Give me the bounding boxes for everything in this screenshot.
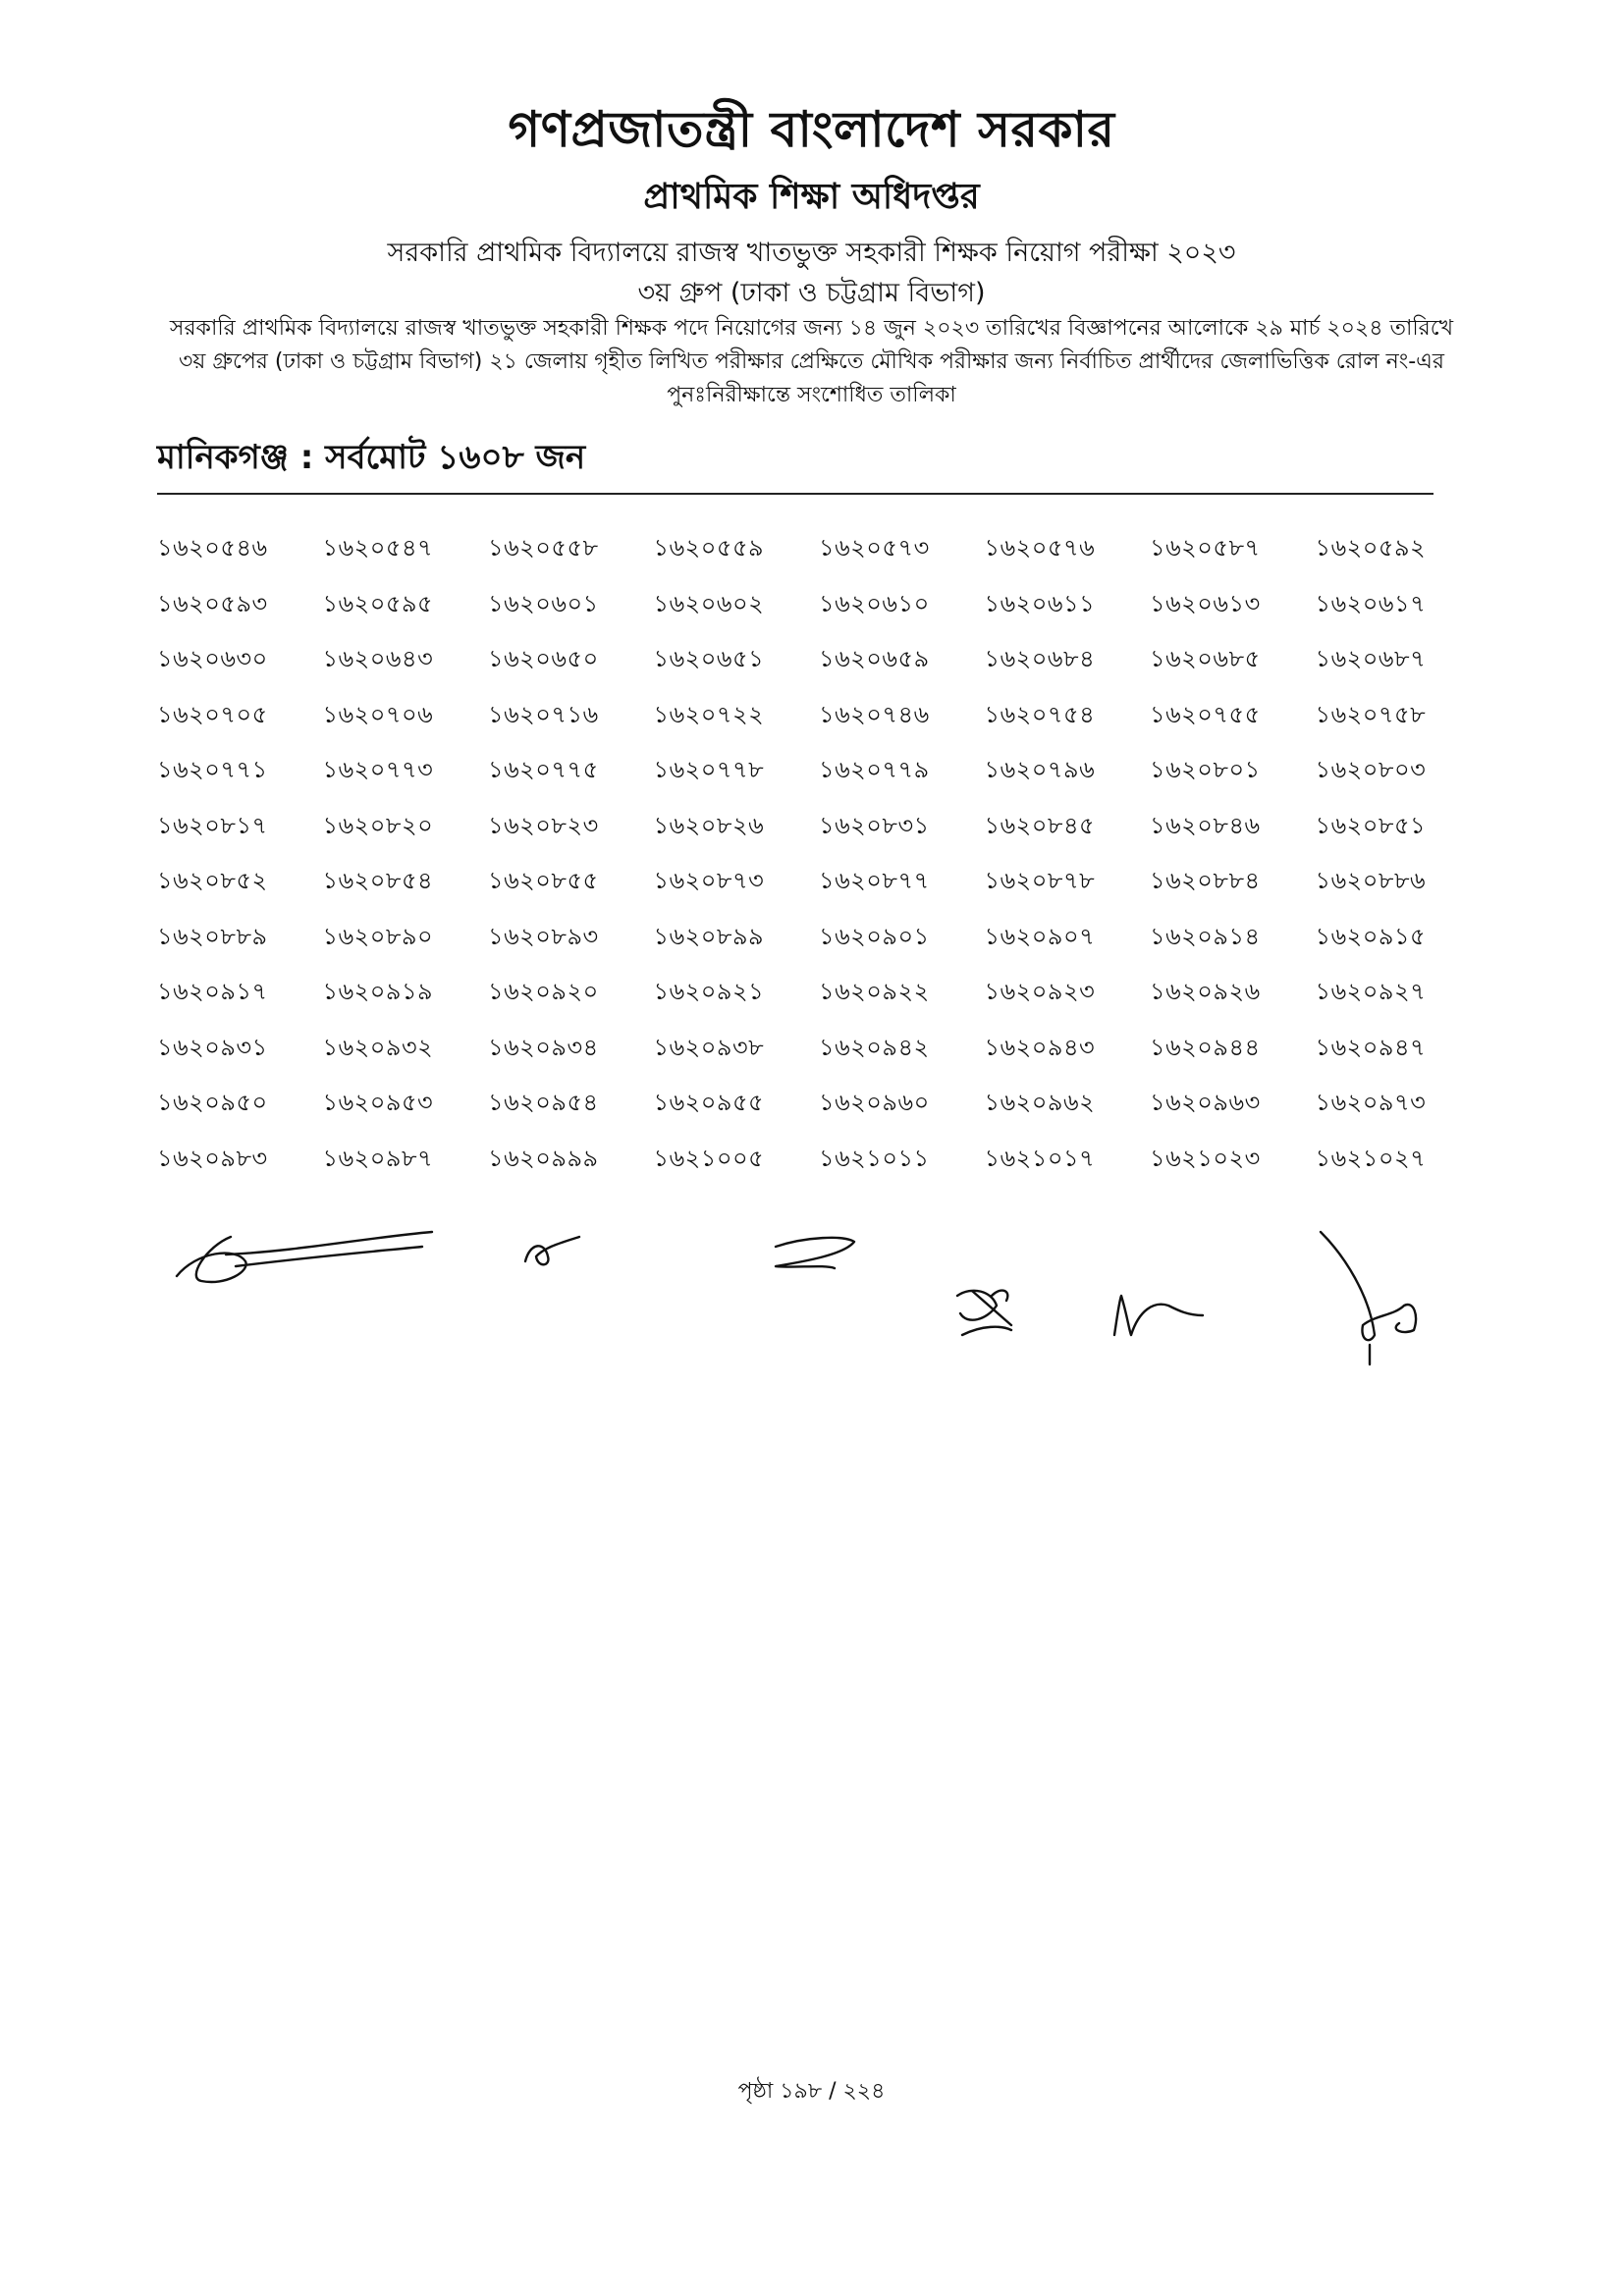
exam-title: সরকারি প্রাথমিক বিদ্যালয়ে রাজস্ব খাতভুক্ত সহকারী শিক্ষক নিয়োগ পরীক্ষা ২০২৩	[387, 238, 1236, 268]
roll-number: ১৬২০৭৪৬	[819, 700, 930, 728]
roll-number: ১৬২০৯৯৯	[488, 1144, 599, 1172]
roll-number: ১৬২০৮৫৪	[322, 867, 434, 894]
roll-number: ১৬২১০১৭	[984, 1144, 1096, 1172]
notice-description: সরকারি প্রাথমিক বিদ্যালয়ে রাজস্ব খাতভুক্ত সহকারী শিক্ষক পদে নিয়োগের জন্য ১৪ জুন ২০২৩ তারিখের বিজ্ঞাপনের আলোকে ২৯ মার্চ ২০২৪ তারিখে ৩য় গ্রুপের (ঢাকা ও চট্টগ্রাম বিভাগ) ২১ জেলায় গৃহীত লিখিত পরীক্ষার প্রেক্ষিতে মৌখিক পরীক্ষার জন্য নির্বাচিত প্রার্থীদের জেলাভিত্তিক রোল নং-এর পুনঃনিরীক্ষান্তে সংশোধিত তালিকা	[169, 316, 1454, 407]
roll-number-grid	[157, 530, 1453, 1196]
roll-number: ১৬২০৯৩১	[157, 1033, 268, 1061]
roll-number: ১৬২০৬১১	[984, 589, 1096, 617]
page-number: পৃষ্ঠা ১৯৮ / ২২৪	[737, 2079, 886, 2104]
roll-number: ১৬২০৯২৩	[984, 978, 1096, 1005]
roll-number: ১৬২০৮২০	[322, 811, 434, 839]
roll-number: ১৬২০৯৬৩	[1150, 1089, 1261, 1116]
roll-number: ১৬২০৮৯০	[322, 922, 434, 950]
roll-number: ১৬২০৭৭৯	[819, 756, 930, 783]
roll-number: ১৬২০৭৯৬	[984, 756, 1096, 783]
roll-number: ১৬২০৯৬২	[984, 1089, 1096, 1116]
roll-number: ১৬২০৮৮৬	[1315, 867, 1427, 894]
roll-number: ১৬২০৮৩১	[819, 811, 930, 839]
roll-number: ১৬২১০১১	[819, 1144, 930, 1172]
government-title: গণপ্রজাতন্ত্রী বাংলাদেশ সরকার	[508, 101, 1115, 158]
roll-number: ১৬২০৫৭৩	[819, 534, 930, 561]
roll-number: ১৬২০৬৮৫	[1150, 645, 1261, 672]
roll-number: ১৬২০৯৪২	[819, 1033, 930, 1061]
roll-number: ১৬২০৯৫০	[157, 1089, 268, 1116]
roll-number: ১৬২০৬০১	[488, 589, 599, 617]
signatures	[0, 1207, 1623, 1384]
roll-number: ১৬২০৯১৯	[322, 978, 434, 1005]
roll-number: ১৬২০৮১৭	[157, 811, 268, 839]
signature-2	[525, 1237, 579, 1264]
roll-number: ১৬২০৬৩০	[157, 645, 268, 672]
roll-number: ১৬২০৭৭৫	[488, 756, 599, 783]
roll-number: ১৬২১০২৩	[1150, 1144, 1261, 1172]
roll-number: ১৬২০৬০২	[653, 589, 765, 617]
group-title: ৩য় গ্রুপ (ঢাকা ও চট্টগ্রাম বিভাগ)	[637, 278, 986, 308]
roll-number: ১৬২০৯১৪	[1150, 922, 1261, 950]
roll-number: ১৬২০৬৫০	[488, 645, 599, 672]
roll-number: ১৬২০৯৫৩	[322, 1089, 434, 1116]
roll-number: ১৬২০৫৯৩	[157, 589, 268, 617]
roll-number: ১৬২০৮৭৭	[819, 867, 930, 894]
roll-number: ১৬২০৫৭৬	[984, 534, 1096, 561]
divider	[157, 493, 1434, 495]
roll-number: ১৬২০৭৭৮	[653, 756, 765, 783]
roll-number: ১৬২০৯৫৪	[488, 1089, 599, 1116]
roll-number: ১৬২০৮৫১	[1315, 811, 1427, 839]
roll-number: ১৬২০৯৪৩	[984, 1033, 1096, 1061]
roll-number: ১৬২০৭৫৮	[1315, 700, 1427, 728]
roll-number: ১৬২০৯০১	[819, 922, 930, 950]
roll-number: ১৬২০৭২২	[653, 700, 765, 728]
roll-number: ১৬২০৭৫৪	[984, 700, 1096, 728]
signature-6	[1321, 1232, 1416, 1364]
roll-number: ১৬২০৭৭১	[157, 756, 268, 783]
roll-number: ১৬২০৯২৭	[1315, 978, 1427, 1005]
roll-number: ১৬২০৭৫৫	[1150, 700, 1261, 728]
roll-number: ১৬২০৯৩২	[322, 1033, 434, 1061]
roll-number: ১৬২০৭৭৩	[322, 756, 434, 783]
roll-number: ১৬২০৬৮৭	[1315, 645, 1427, 672]
signature-4	[957, 1291, 1011, 1335]
roll-number: ১৬২০৫৫৮	[488, 534, 599, 561]
roll-number: ১৬২০৯৪৭	[1315, 1033, 1427, 1061]
roll-number: ১৬২০৮৯৯	[653, 922, 765, 950]
roll-number: ১৬২০৯০৭	[984, 922, 1096, 950]
roll-number: ১৬২০৯১৭	[157, 978, 268, 1005]
roll-number: ১৬২০৮৭৮	[984, 867, 1096, 894]
roll-number: ১৬২০৬১০	[819, 589, 930, 617]
roll-number: ১৬২০৮০১	[1150, 756, 1261, 783]
roll-number: ১৬২১০০৫	[653, 1144, 765, 1172]
roll-number: ১৬২০৯২১	[653, 978, 765, 1005]
roll-number: ১৬২০৯৭৩	[1315, 1089, 1427, 1116]
roll-number: ১৬২০৫৪৬	[157, 534, 268, 561]
roll-number: ১৬২০৬৪৩	[322, 645, 434, 672]
roll-number: ১৬২০৮২৬	[653, 811, 765, 839]
roll-number: ১৬২০৮৭৩	[653, 867, 765, 894]
roll-number: ১৬২০৭০৫	[157, 700, 268, 728]
roll-number: ১৬২০৮৫৫	[488, 867, 599, 894]
roll-number: ১৬২০৬৫৯	[819, 645, 930, 672]
roll-number: ১৬২০৯৮৩	[157, 1144, 268, 1172]
roll-number: ১৬২০৫৪৭	[322, 534, 434, 561]
roll-number: ১৬২০৭১৬	[488, 700, 599, 728]
district-heading: মানিকগঞ্জ : সর্বমোট ১৬০৮ জন	[157, 438, 586, 477]
roll-number: ১৬২০৫৫৯	[653, 534, 765, 561]
roll-number: ১৬২০৮৮৯	[157, 922, 268, 950]
roll-number: ১৬২০৯৬০	[819, 1089, 930, 1116]
roll-number: ১৬২০৮০৩	[1315, 756, 1427, 783]
roll-number: ১৬২০৯২০	[488, 978, 599, 1005]
signature-3	[776, 1238, 854, 1268]
roll-number: ১৬২০৮৯৩	[488, 922, 599, 950]
roll-number: ১৬২০৯৮৭	[322, 1144, 434, 1172]
roll-number: ১৬২০৬১৭	[1315, 589, 1427, 617]
roll-number: ১৬২১০২৭	[1315, 1144, 1427, 1172]
department-title: প্রাথমিক শিক্ষা অধিদপ্তর	[643, 177, 980, 217]
roll-number: ১৬২০৭০৬	[322, 700, 434, 728]
roll-number: ১৬২০৯২৬	[1150, 978, 1261, 1005]
signature-5	[1114, 1296, 1203, 1335]
roll-number: ১৬২০৫৯৫	[322, 589, 434, 617]
roll-number: ১৬২০৯৩৪	[488, 1033, 599, 1061]
roll-number: ১৬২০৯৫৫	[653, 1089, 765, 1116]
roll-number: ১৬২০৯২২	[819, 978, 930, 1005]
roll-number: ১৬২০৮৮৪	[1150, 867, 1261, 894]
roll-number: ১৬২০৫৮৭	[1150, 534, 1261, 561]
signature-1	[177, 1232, 432, 1282]
roll-number: ১৬২০৯৩৮	[653, 1033, 765, 1061]
roll-number: ১৬২০৮৪৫	[984, 811, 1096, 839]
roll-number: ১৬২০৬৫১	[653, 645, 765, 672]
roll-number: ১৬২০৬৮৪	[984, 645, 1096, 672]
roll-number: ১৬২০৫৯২	[1315, 534, 1427, 561]
roll-number: ১৬২০৮৪৬	[1150, 811, 1261, 839]
roll-number: ১৬২০৮৫২	[157, 867, 268, 894]
roll-number: ১৬২০৬১৩	[1150, 589, 1261, 617]
roll-number: ১৬২০৯১৫	[1315, 922, 1427, 950]
roll-number: ১৬২০৯৪৪	[1150, 1033, 1261, 1061]
roll-number: ১৬২০৮২৩	[488, 811, 599, 839]
